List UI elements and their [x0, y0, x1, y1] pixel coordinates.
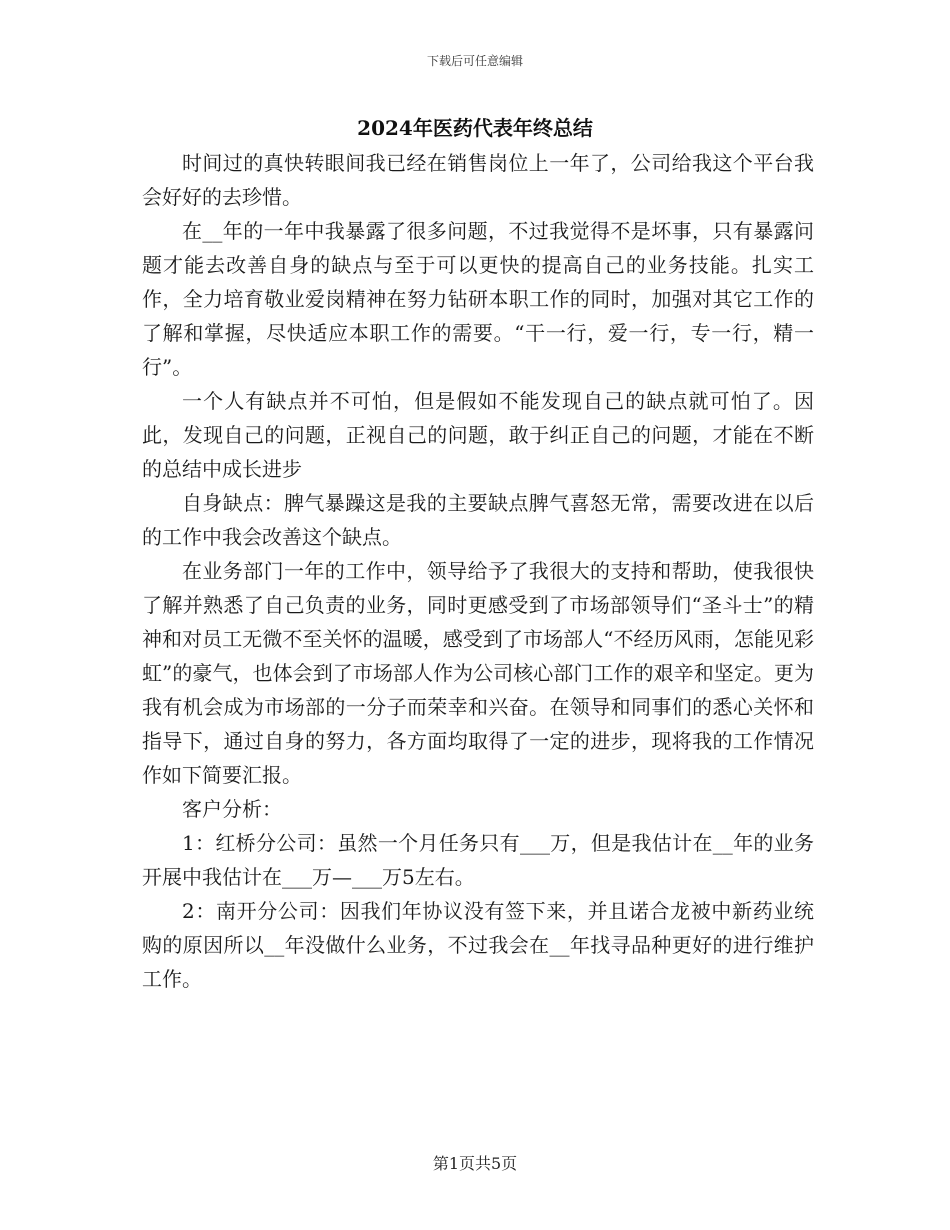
paragraph-department-work: 在业务部门一年的工作中，领导给予了我很大的支持和帮助，使我很快了解并熟悉了自己负责的业务，同时更感受到了市场部领导们“圣斗士”的精神和对员工无微不至关怀的温暖，感受到了市场部人“不经历风雨，怎能见彩虹”的豪气，也体会到了市场部人作为公司核心部门工作的艰辛和坚定。更为我有机会成为市场部的一分子而荣幸和兴奋。在领导和同事们的悉心关怀和指导下，通过自身的努力，各方面均取得了一定的进步，现将我的工作情况作如下简要汇报。	[142, 559, 814, 787]
paragraph-customer-nankai: 2：南开分公司：因我们年协议没有签下来，并且诺合龙被中新药业统购的原因所以__年没做什么业务，不过我会在__年找寻品种更好的进行维护工作。	[142, 899, 814, 991]
paragraph-shortcomings: 一个人有缺点并不可怕，但是假如不能发现自己的缺点就可怕了。因此，发现自己的问题，正视自己的问题，敢于纠正自己的问题，才能在不断的总结中成长进步	[142, 389, 814, 481]
paragraph-self-weakness: 自身缺点：脾气暴躁这是我的主要缺点脾气喜怒无常，需要改进在以后的工作中我会改善这个缺点。	[142, 491, 814, 549]
paragraph-problems: 在__年的一年中我暴露了很多问题，不过我觉得不是坏事，只有暴露问题才能去改善自身的缺点与至于可以更快的提高自己的业务技能。扎实工作，全力培育敬业爱岗精神在努力钻研本职工作的同时，加强对其它工作的了解和掌握，尽快适应本职工作的需要。“干一行，爱一行，专一行，精一行”。	[142, 219, 814, 379]
paragraph-intro: 时间过的真快转眼间我已经在销售岗位上一年了，公司给我这个平台我会好好的去珍惜。	[142, 151, 814, 209]
paragraph-customer-hongqiao: 1：红桥分公司：虽然一个月任务只有___万，但是我估计在__年的业务开展中我估计在___万—___万5左右。	[142, 831, 814, 889]
document-body	[142, 146, 814, 996]
document-title: 2024年医药代表年终总结	[357, 116, 593, 140]
paragraph-customer-analysis-heading: 客户分析：	[182, 797, 282, 821]
page-header: 下载后可任意编辑	[426, 54, 523, 68]
page-number: 第1页共5页	[432, 1154, 518, 1173]
